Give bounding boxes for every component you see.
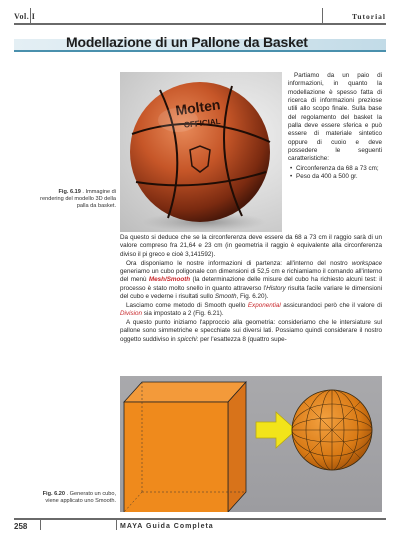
smoothed-sphere: [292, 390, 372, 470]
footer-rule: [14, 518, 386, 520]
ball-official-logo: OFFICIAL: [183, 116, 221, 130]
footer-book-title: MAYA Guida Completa: [120, 523, 214, 530]
main-body-text: [120, 234, 382, 344]
figure-6-20-text: . Generato un cubo, viene applicato uno Smooth.: [45, 491, 116, 505]
ball-brand-logo: Molten: [174, 96, 222, 119]
title-underline: [14, 50, 386, 52]
title-band: [14, 34, 386, 54]
header-volume: Vol. I: [14, 12, 36, 21]
page-number: 258: [14, 522, 28, 531]
paragraph-smooth-method: Lasciamo come metodo di Smooth quello Exponential assicurandoci però che il valore di Division sia impostato a 2 (Fig. 6.21).: [120, 301, 382, 318]
list-item: • Peso da 400 a 500 gr.: [288, 173, 382, 181]
option-exponential: Exponential: [247, 301, 281, 309]
paragraph-cube: Ora disponiamo le nostre informazioni di partenza: all'interno del nostro workspace generiamo un cubo poligonale con dimensioni di 52,5 cm e richiamiamo il comando all'interno del menù Mesh/Smooth (la determinazione delle misure del cubo ha richiesto alcuni test: il processo è stato molto snello in quanto attraverso l'History risulta facile variare le dimensioni del cubo e vederne i risultati sullo Smooth, Fig. 6.20).: [120, 259, 382, 300]
figure-6-20-caption: [40, 491, 116, 505]
arrow-right-icon: [256, 412, 296, 448]
cube-to-sphere-illustration: [120, 376, 382, 512]
intro-column: [288, 72, 382, 181]
option-division: Division: [120, 310, 143, 318]
requirements-list: [288, 165, 382, 182]
figure-6-19-caption: [40, 189, 116, 211]
paragraph-radius: Da questo si deduce che se la circonferenza deve essere da 68 a 73 cm il raggio sarà di un valore compreso fra 21,64 e 23 cm (in geometria il raggio è equivalente alla circonferenza diviso il pi greco e cioè 3,141592).: [120, 234, 382, 258]
figure-6-19-ref: Fig. 6.19: [58, 189, 81, 195]
header-rule: [14, 23, 386, 25]
footer-tick-left: [40, 518, 41, 530]
menu-mesh-smooth: Mesh/Smooth: [148, 276, 191, 284]
intro-paragraph: Partiamo da un paio di informazioni, in quanto la modellazione è spesso fatta di ricerca di informazioni preziose utili allo scopo finale. Sulla base del regolamento del basket la palla deve essere sferica e può essere di materiale sintetico oppure di cuoio e deve possedere le seguenti caratteristiche:: [288, 72, 382, 163]
cube-smooth-render-image: [120, 376, 382, 512]
basketball-illustration: [120, 72, 282, 232]
paragraph-geometry: A questo punto iniziamo l'approccio alla geometria: consideriamo che le intersiature sul pallone sono simmetriche e specchiate sui diversi lati. Possiamo quindi considerare il nostro oggetto suddiviso in spicchi: per l'esattezza 8 (quattro supe-: [120, 318, 382, 343]
header-tick-right: [322, 8, 323, 24]
list-item: • Circonferenza da 68 a 73 cm;: [288, 165, 382, 173]
header-section: Tutorial: [352, 12, 386, 21]
figure-6-20-ref: Fig. 6.20: [42, 491, 65, 497]
orange-cube: [124, 382, 246, 512]
basketball-render-image: [120, 72, 282, 232]
page-title: Modellazione di un Pallone da Basket: [66, 34, 308, 50]
footer-tick-mid: [116, 518, 117, 530]
figure-6-19-text: . Immagine di rendering del modello 3D della palla da basket.: [40, 189, 116, 210]
